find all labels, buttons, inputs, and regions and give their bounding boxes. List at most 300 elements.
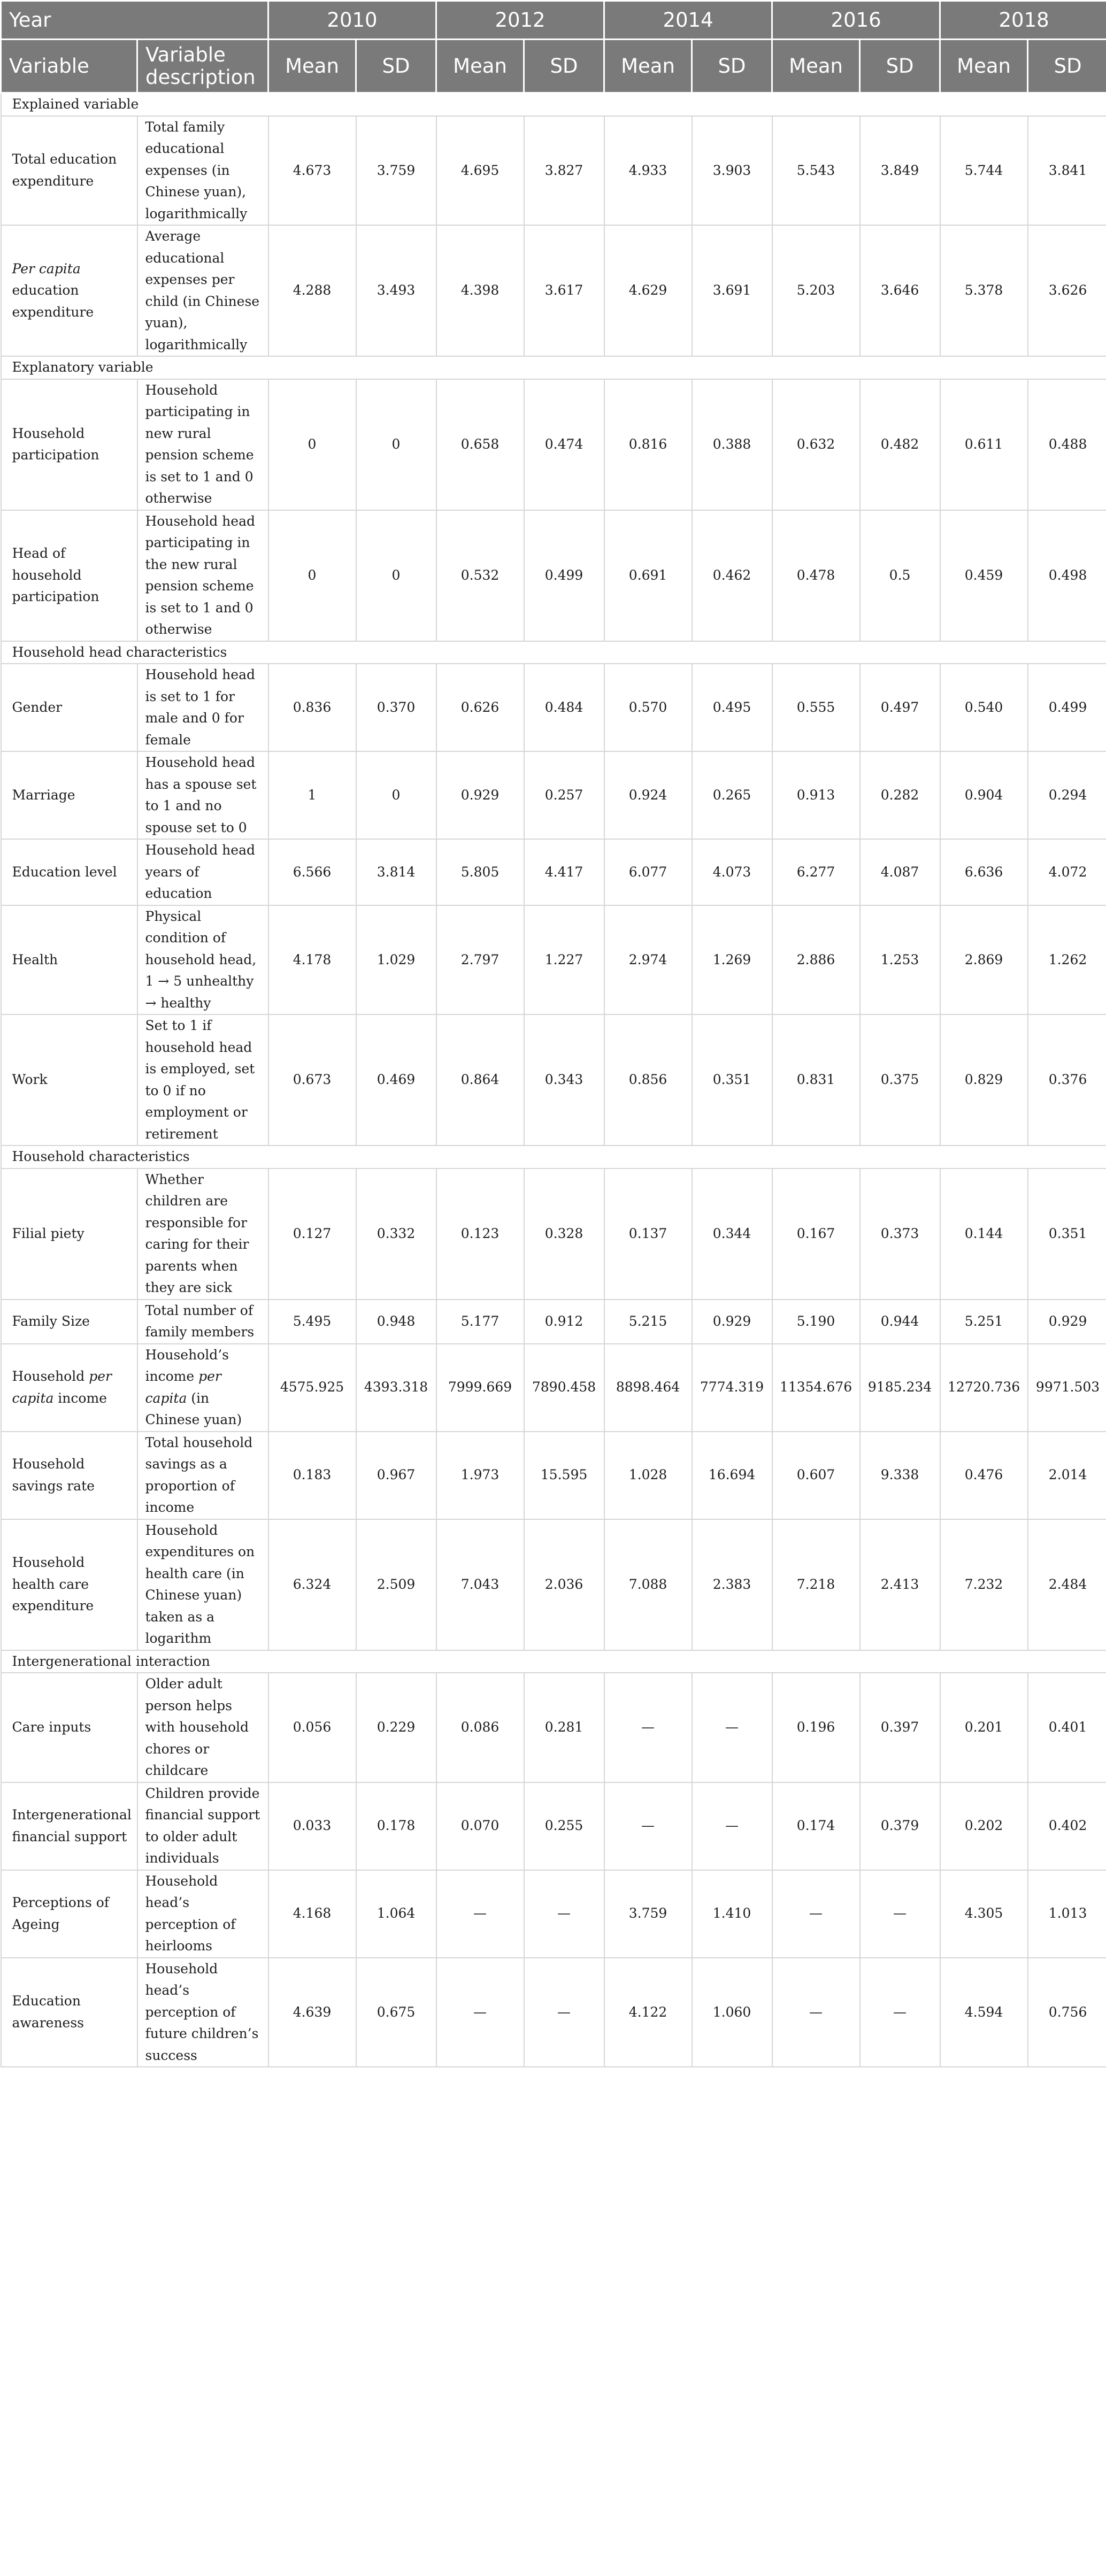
sd-value-cell: 0.929	[692, 1299, 772, 1344]
table-row	[1, 1958, 1106, 2067]
description-text: Average educational expenses per child (in Chinese yuan), logarithmically	[145, 228, 260, 352]
mean-header: Mean	[772, 40, 860, 93]
mean-value-cell: 2.886	[772, 905, 860, 1015]
sd-value-cell: 2.036	[524, 1519, 604, 1650]
variable-cell	[1, 839, 137, 905]
variable-cell	[1, 1168, 137, 1299]
variable-cell	[1, 379, 137, 510]
mean-value-cell: 3.759	[604, 1870, 692, 1958]
sd-value-cell: 3.691	[692, 225, 772, 356]
mean-value-cell: 0.929	[436, 751, 524, 839]
year-label: Year	[1, 1, 268, 40]
variable-cell	[1, 1673, 137, 1782]
mean-value-cell: 0.607	[772, 1432, 860, 1519]
section-header-row	[1, 1650, 1106, 1673]
sd-value-cell: 4.087	[860, 839, 940, 905]
sd-value-cell: 3.646	[860, 225, 940, 356]
sd-value-cell: 0.469	[356, 1014, 436, 1145]
sd-value-cell: 0.944	[860, 1299, 940, 1344]
sd-value-cell: —	[692, 1782, 772, 1870]
table-row	[1, 664, 1106, 751]
sd-value-cell: 0.499	[524, 510, 604, 641]
mean-value-cell: 0.864	[436, 1014, 524, 1145]
description-text: Household head’s perception of heirlooms	[145, 1873, 236, 1954]
year-2016: 2016	[772, 1, 940, 40]
sd-header: SD	[1028, 40, 1106, 93]
mean-value-cell: 2.974	[604, 905, 692, 1015]
variable-name-text: Health	[12, 951, 58, 967]
table-row	[1, 510, 1106, 641]
description-cell	[137, 1014, 268, 1145]
table-row	[1, 905, 1106, 1015]
sd-header: SD	[356, 40, 436, 93]
mean-value-cell: 2.869	[940, 905, 1028, 1015]
mean-value-cell: 0.816	[604, 379, 692, 510]
sd-value-cell: 0.967	[356, 1432, 436, 1519]
variable-cell	[1, 116, 137, 226]
mean-value-cell: 7.043	[436, 1519, 524, 1650]
mean-value-cell: 6.324	[268, 1519, 356, 1650]
mean-value-cell: 0.691	[604, 510, 692, 641]
variable-name-text: Intergenerational financial support	[12, 1807, 132, 1844]
sd-value-cell: 0.373	[860, 1168, 940, 1299]
variable-name-text: Per capita	[12, 260, 81, 276]
sd-header: SD	[860, 40, 940, 93]
variable-cell	[1, 1519, 137, 1650]
sd-value-cell: 3.493	[356, 225, 436, 356]
mean-value-cell: 5.203	[772, 225, 860, 356]
sd-value-cell: 0	[356, 379, 436, 510]
sd-value-cell: —	[692, 1673, 772, 1782]
year-2012: 2012	[436, 1, 604, 40]
description-cell	[137, 225, 268, 356]
description-text: Total household savings as a proportion of income	[145, 1434, 253, 1515]
description-cell	[137, 1958, 268, 2067]
sd-value-cell: 4.072	[1028, 839, 1106, 905]
mean-value-cell: 5.495	[268, 1299, 356, 1344]
description-text: (in Chinese yuan)	[145, 1390, 242, 1427]
mean-value-cell: —	[772, 1870, 860, 1958]
variable-cell	[1, 1870, 137, 1958]
sd-value-cell: 1.262	[1028, 905, 1106, 1015]
sd-value-cell: 0.484	[524, 664, 604, 751]
sd-value-cell: 1.253	[860, 905, 940, 1015]
description-text: Total family educational expenses (in Chinese yuan), logarithmically	[145, 119, 248, 221]
sd-value-cell: 16.694	[692, 1432, 772, 1519]
description-cell	[137, 379, 268, 510]
sd-value-cell: —	[524, 1870, 604, 1958]
table-row	[1, 225, 1106, 356]
variable-name-text: Education level	[12, 864, 117, 880]
mean-value-cell: 1.028	[604, 1432, 692, 1519]
mean-value-cell: 5.190	[772, 1299, 860, 1344]
sd-value-cell: 2.484	[1028, 1519, 1106, 1650]
sd-value-cell: 0.397	[860, 1673, 940, 1782]
mean-value-cell: 5.177	[436, 1299, 524, 1344]
table-row	[1, 1014, 1106, 1145]
mean-value-cell: 1	[268, 751, 356, 839]
variable-name-text: Household health care expenditure	[12, 1555, 94, 1614]
mean-value-cell: 0.831	[772, 1014, 860, 1145]
mean-value-cell: 0.070	[436, 1782, 524, 1870]
mean-value-cell: 7.218	[772, 1519, 860, 1650]
mean-value-cell: 0	[268, 379, 356, 510]
table-row	[1, 1519, 1106, 1650]
year-2014: 2014	[604, 1, 772, 40]
mean-value-cell: 0.904	[940, 751, 1028, 839]
section-header-row	[1, 1145, 1106, 1168]
sd-value-cell: 4.073	[692, 839, 772, 905]
mean-value-cell: 0.167	[772, 1168, 860, 1299]
sd-value-cell: 2.014	[1028, 1432, 1106, 1519]
description-text: Household’s income	[145, 1347, 229, 1384]
sd-value-cell: 0.265	[692, 751, 772, 839]
description-cell	[137, 1782, 268, 1870]
variable-name-text: Perceptions of Ageing	[12, 1895, 110, 1932]
mean-value-cell: 0.476	[940, 1432, 1028, 1519]
mean-value-cell: 0.086	[436, 1673, 524, 1782]
sd-value-cell: 9.338	[860, 1432, 940, 1519]
table-body	[1, 93, 1106, 2067]
table-row	[1, 1870, 1106, 1958]
sd-value-cell: 0.351	[692, 1014, 772, 1145]
description-cell	[137, 905, 268, 1015]
mean-value-cell: 0.137	[604, 1168, 692, 1299]
mean-value-cell: 0.183	[268, 1432, 356, 1519]
mean-value-cell: 0.174	[772, 1782, 860, 1870]
table-row	[1, 1673, 1106, 1782]
section-title: Household characteristics	[1, 1145, 1106, 1168]
variable-name-text: Gender	[12, 699, 63, 715]
mean-value-cell: 0.123	[436, 1168, 524, 1299]
table-row	[1, 839, 1106, 905]
sd-value-cell: 0.375	[860, 1014, 940, 1145]
mean-value-cell: —	[604, 1782, 692, 1870]
sd-value-cell: 0.257	[524, 751, 604, 839]
mean-value-cell: 5.378	[940, 225, 1028, 356]
sd-value-cell: 3.827	[524, 116, 604, 226]
description-cell	[137, 1432, 268, 1519]
variable-name-text: Household participation	[12, 425, 99, 463]
mean-value-cell: 7.232	[940, 1519, 1028, 1650]
sd-value-cell: 0.402	[1028, 1782, 1106, 1870]
sd-value-cell: 3.617	[524, 225, 604, 356]
sd-value-cell: 15.595	[524, 1432, 604, 1519]
sd-value-cell: 0.328	[524, 1168, 604, 1299]
sd-value-cell: 0.229	[356, 1673, 436, 1782]
mean-value-cell: 5.215	[604, 1299, 692, 1344]
section-title: Explanatory variable	[1, 356, 1106, 379]
mean-value-cell: 0.658	[436, 379, 524, 510]
mean-value-cell: —	[604, 1673, 692, 1782]
sd-value-cell: 4393.318	[356, 1344, 436, 1432]
mean-value-cell: 0.196	[772, 1673, 860, 1782]
sd-value-cell: 0	[356, 510, 436, 641]
section-title: Explained variable	[1, 93, 1106, 116]
mean-value-cell: 5.251	[940, 1299, 1028, 1344]
variable-name-text: Education awareness	[12, 1993, 85, 2031]
mean-value-cell: 4.629	[604, 225, 692, 356]
sd-value-cell: 1.013	[1028, 1870, 1106, 1958]
sd-value-cell: 0.332	[356, 1168, 436, 1299]
variable-name-text: Family Size	[12, 1313, 90, 1329]
section-header-row	[1, 356, 1106, 379]
mean-value-cell: 4.933	[604, 116, 692, 226]
sd-value-cell: 1.064	[356, 1870, 436, 1958]
description-cell	[137, 1673, 268, 1782]
section-title: Intergenerational interaction	[1, 1650, 1106, 1673]
mean-value-cell: 5.805	[436, 839, 524, 905]
variable-name-text: Head of household participation	[12, 545, 99, 605]
sd-value-cell: 1.410	[692, 1870, 772, 1958]
description-text: Whether children are responsible for caring for their parents when they are sick	[145, 1171, 249, 1295]
sd-value-cell: 0.675	[356, 1958, 436, 2067]
mean-value-cell: 5.744	[940, 116, 1028, 226]
sd-value-cell: 0.281	[524, 1673, 604, 1782]
mean-value-cell: 0.626	[436, 664, 524, 751]
variable-cell	[1, 1344, 137, 1432]
mean-value-cell: 6.636	[940, 839, 1028, 905]
sd-value-cell: 0.343	[524, 1014, 604, 1145]
mean-value-cell: 4.122	[604, 1958, 692, 2067]
sd-value-cell: —	[860, 1958, 940, 2067]
description-text: Older adult person helps with household chores or childcare	[145, 1676, 249, 1778]
variable-cell	[1, 1782, 137, 1870]
mean-value-cell: 6.566	[268, 839, 356, 905]
sd-value-cell: 0.255	[524, 1782, 604, 1870]
variable-name-text: Marriage	[12, 787, 75, 803]
sd-value-cell: 3.759	[356, 116, 436, 226]
variable-cell	[1, 1014, 137, 1145]
variable-cell	[1, 225, 137, 356]
mean-value-cell: 0.632	[772, 379, 860, 510]
description-text: Household expenditures on health care (in Chinese yuan) taken as a logarithm	[145, 1522, 255, 1646]
mean-value-cell: 7999.669	[436, 1344, 524, 1432]
table-row	[1, 1432, 1106, 1519]
year-2018: 2018	[940, 1, 1106, 40]
variable-name-text: per capita	[12, 1368, 112, 1406]
description-header: Variable description	[137, 40, 268, 93]
mean-value-cell: 4575.925	[268, 1344, 356, 1432]
description-cell	[137, 751, 268, 839]
variable-name-text: Filial piety	[12, 1225, 85, 1241]
section-header-row	[1, 93, 1106, 116]
sd-header: SD	[524, 40, 604, 93]
mean-value-cell: —	[772, 1958, 860, 2067]
mean-value-cell: 0.924	[604, 751, 692, 839]
mean-value-cell: 0	[268, 510, 356, 641]
mean-value-cell: —	[436, 1958, 524, 2067]
variable-header: Variable	[1, 40, 137, 93]
sd-value-cell: 0.498	[1028, 510, 1106, 641]
sd-value-cell: —	[524, 1958, 604, 2067]
mean-value-cell: 0.555	[772, 664, 860, 751]
mean-value-cell: 4.695	[436, 116, 524, 226]
mean-value-cell: 1.973	[436, 1432, 524, 1519]
variable-cell	[1, 751, 137, 839]
description-text: per capita	[145, 1368, 221, 1406]
mean-header: Mean	[604, 40, 692, 93]
variable-name-text: Household savings rate	[12, 1456, 95, 1494]
sd-value-cell: 3.814	[356, 839, 436, 905]
mean-value-cell: 0.570	[604, 664, 692, 751]
description-cell	[137, 1344, 268, 1432]
sd-value-cell: 0.495	[692, 664, 772, 751]
sd-value-cell: 0.5	[860, 510, 940, 641]
description-text: Household head years of education	[145, 842, 255, 901]
sd-value-cell: 0.379	[860, 1782, 940, 1870]
description-text: Household head has a spouse set to 1 and no spouse set to 0	[145, 755, 257, 835]
description-text: Household head is set to 1 for male and 0 for female	[145, 667, 255, 748]
sd-value-cell: 0.948	[356, 1299, 436, 1344]
sd-value-cell: 0.388	[692, 379, 772, 510]
sd-value-cell: 0.488	[1028, 379, 1106, 510]
sd-value-cell: 0.497	[860, 664, 940, 751]
variable-cell	[1, 1958, 137, 2067]
mean-value-cell: 0.611	[940, 379, 1028, 510]
description-cell	[137, 116, 268, 226]
mean-value-cell: 4.288	[268, 225, 356, 356]
mean-value-cell: 0.127	[268, 1168, 356, 1299]
sd-value-cell: 0.351	[1028, 1168, 1106, 1299]
mean-value-cell: 4.178	[268, 905, 356, 1015]
mean-value-cell: 0.201	[940, 1673, 1028, 1782]
table-row	[1, 1299, 1106, 1344]
sd-value-cell: 0.401	[1028, 1673, 1106, 1782]
mean-value-cell: 0.836	[268, 664, 356, 751]
sd-value-cell: 0.462	[692, 510, 772, 641]
variable-cell	[1, 1432, 137, 1519]
mean-value-cell: 0.540	[940, 664, 1028, 751]
variable-name-text: Total education expenditure	[12, 151, 117, 189]
mean-value-cell: 4.594	[940, 1958, 1028, 2067]
sd-value-cell: 7774.319	[692, 1344, 772, 1432]
mean-value-cell: 4.168	[268, 1870, 356, 1958]
mean-value-cell: 0.144	[940, 1168, 1028, 1299]
description-cell	[137, 1168, 268, 1299]
mean-value-cell: 4.305	[940, 1870, 1028, 1958]
variable-cell	[1, 510, 137, 641]
mean-value-cell: 0.829	[940, 1014, 1028, 1145]
table-header	[1, 1, 1106, 93]
sd-value-cell: 0.344	[692, 1168, 772, 1299]
sd-value-cell: 3.841	[1028, 116, 1106, 226]
mean-value-cell: 4.639	[268, 1958, 356, 2067]
description-text: Set to 1 if household head is employed, set to 0 if no employment or retirement	[145, 1018, 255, 1142]
sd-value-cell: —	[860, 1870, 940, 1958]
table-row	[1, 1168, 1106, 1299]
sd-value-cell: 1.060	[692, 1958, 772, 2067]
sd-value-cell: 0.178	[356, 1782, 436, 1870]
section-title: Household head characteristics	[1, 641, 1106, 664]
header-row-years	[1, 1, 1106, 40]
sd-header: SD	[692, 40, 772, 93]
table-row	[1, 751, 1106, 839]
sd-value-cell: 0.482	[860, 379, 940, 510]
table-row	[1, 379, 1106, 510]
variable-cell	[1, 664, 137, 751]
mean-value-cell: 11354.676	[772, 1344, 860, 1432]
sd-value-cell: 4.417	[524, 839, 604, 905]
description-cell	[137, 1519, 268, 1650]
mean-value-cell: 12720.736	[940, 1344, 1028, 1432]
sd-value-cell: 2.413	[860, 1519, 940, 1650]
variable-cell	[1, 1299, 137, 1344]
variable-cell	[1, 905, 137, 1015]
section-header-row	[1, 641, 1106, 664]
table-row	[1, 116, 1106, 226]
sd-value-cell: 0.756	[1028, 1958, 1106, 2067]
mean-value-cell: 0.478	[772, 510, 860, 641]
description-text: Physical condition of household head, 1 → 5 unhealthy → healthy	[145, 908, 257, 1011]
sd-value-cell: 0.376	[1028, 1014, 1106, 1145]
table-row	[1, 1782, 1106, 1870]
description-cell	[137, 839, 268, 905]
sd-value-cell: 0.499	[1028, 664, 1106, 751]
mean-value-cell: 4.673	[268, 116, 356, 226]
description-text: Household participating in new rural pension scheme is set to 1 and 0 otherwise	[145, 382, 254, 506]
variable-name-text: Care inputs	[12, 1719, 91, 1735]
description-cell	[137, 664, 268, 751]
mean-value-cell: 5.543	[772, 116, 860, 226]
sd-value-cell: 2.383	[692, 1519, 772, 1650]
description-text: Household head participating in the new rural pension scheme is set to 1 and 0 otherwise	[145, 513, 255, 637]
year-2010: 2010	[268, 1, 436, 40]
sd-value-cell: 0.474	[524, 379, 604, 510]
mean-value-cell: 0.532	[436, 510, 524, 641]
sd-value-cell: 7890.458	[524, 1344, 604, 1432]
sd-value-cell: 1.269	[692, 905, 772, 1015]
mean-value-cell: 0.856	[604, 1014, 692, 1145]
sd-value-cell: 1.029	[356, 905, 436, 1015]
sd-value-cell: 9185.234	[860, 1344, 940, 1432]
sd-value-cell: 0	[356, 751, 436, 839]
table-row	[1, 1344, 1106, 1432]
mean-header: Mean	[268, 40, 356, 93]
mean-value-cell: 7.088	[604, 1519, 692, 1650]
variable-name-text: Work	[12, 1072, 48, 1088]
sd-value-cell: 3.626	[1028, 225, 1106, 356]
variable-name-text: Household	[12, 1368, 89, 1384]
sd-value-cell: 3.903	[692, 116, 772, 226]
mean-value-cell: 0.056	[268, 1673, 356, 1782]
mean-header: Mean	[436, 40, 524, 93]
sd-value-cell: 0.294	[1028, 751, 1106, 839]
mean-value-cell: 0.913	[772, 751, 860, 839]
description-cell	[137, 1299, 268, 1344]
sd-value-cell: 1.227	[524, 905, 604, 1015]
sd-value-cell: 9971.503	[1028, 1344, 1106, 1432]
description-text: Household head’s perception of future children’s success	[145, 1960, 259, 2063]
sd-value-cell: 0.370	[356, 664, 436, 751]
mean-value-cell: 4.398	[436, 225, 524, 356]
mean-value-cell: 6.277	[772, 839, 860, 905]
variable-name-text: education expenditure	[12, 282, 94, 320]
mean-value-cell: 0.033	[268, 1782, 356, 1870]
sd-value-cell: 3.849	[860, 116, 940, 226]
mean-value-cell: 8898.464	[604, 1344, 692, 1432]
description-text: Children provide financial support to older adult individuals	[145, 1785, 260, 1866]
description-cell	[137, 510, 268, 641]
sd-value-cell: 0.912	[524, 1299, 604, 1344]
sd-value-cell: 0.282	[860, 751, 940, 839]
description-cell	[137, 1870, 268, 1958]
mean-value-cell: 2.797	[436, 905, 524, 1015]
header-row-columns	[1, 40, 1106, 93]
sd-value-cell: 2.509	[356, 1519, 436, 1650]
mean-value-cell: —	[436, 1870, 524, 1958]
mean-value-cell: 0.673	[268, 1014, 356, 1145]
